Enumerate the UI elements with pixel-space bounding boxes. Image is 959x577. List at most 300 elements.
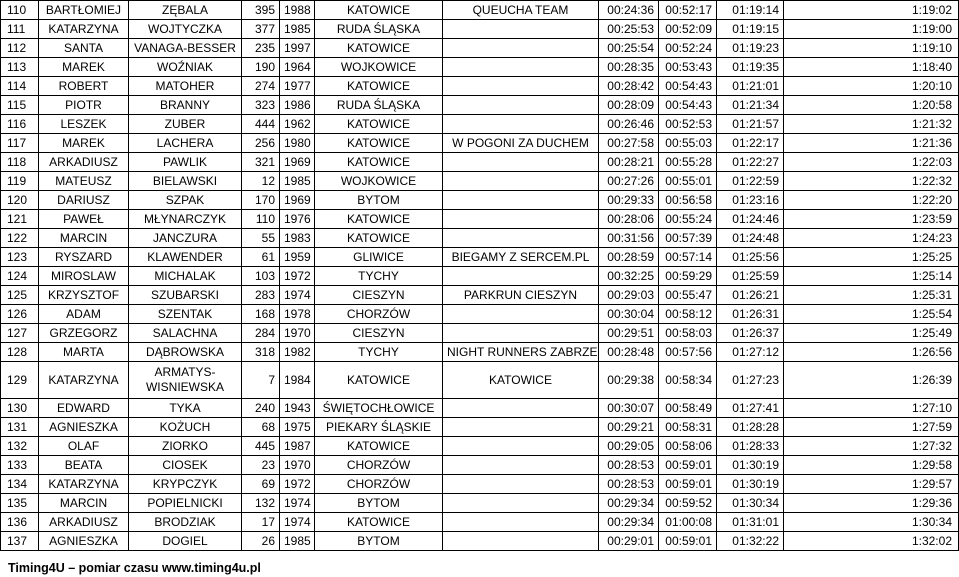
- cell-net-time: 1:19:10: [784, 39, 959, 58]
- cell-last-name: SZUBARSKI: [129, 286, 242, 305]
- cell-bib: 12: [242, 172, 280, 191]
- cell-first-name: KRZYSZTOF: [39, 286, 129, 305]
- table-row: [1, 210, 959, 229]
- cell-last-name: SZENTAK: [129, 305, 242, 324]
- cell-bib: 23: [242, 456, 280, 475]
- cell-last-name: LACHERA: [129, 134, 242, 153]
- cell-club: [443, 324, 599, 343]
- cell-last-name: SZPAK: [129, 191, 242, 210]
- cell-first-name: PAWEŁ: [39, 210, 129, 229]
- cell-year: 1972: [280, 267, 315, 286]
- cell-bib: 69: [242, 475, 280, 494]
- cell-club: [443, 267, 599, 286]
- cell-last-name: TYKA: [129, 399, 242, 418]
- cell-place: 113: [1, 58, 39, 77]
- cell-split1: 00:32:25: [599, 267, 659, 286]
- cell-club: [443, 229, 599, 248]
- footer-separator: –: [68, 561, 76, 575]
- cell-split3: 01:31:01: [717, 513, 784, 532]
- cell-year: 1974: [280, 513, 315, 532]
- cell-split3: 01:21:57: [717, 115, 784, 134]
- table-row: [1, 58, 959, 77]
- cell-bib: 274: [242, 77, 280, 96]
- cell-bib: 170: [242, 191, 280, 210]
- cell-club: [443, 191, 599, 210]
- cell-first-name: MARTA: [39, 343, 129, 362]
- table-row: [1, 362, 959, 399]
- cell-city: BYTOM: [315, 191, 443, 210]
- cell-split3: 01:22:27: [717, 153, 784, 172]
- cell-place: 117: [1, 134, 39, 153]
- cell-city: BYTOM: [315, 494, 443, 513]
- cell-city: TYCHY: [315, 267, 443, 286]
- cell-split3: 01:27:12: [717, 343, 784, 362]
- cell-last-name: ARMATYS-WISNIEWSKA: [129, 362, 242, 399]
- cell-place: 114: [1, 77, 39, 96]
- cell-net-time: 1:25:49: [784, 324, 959, 343]
- cell-split2: 00:52:17: [659, 1, 717, 20]
- table-row: [1, 229, 959, 248]
- cell-split2: 00:55:24: [659, 210, 717, 229]
- cell-split1: 00:28:59: [599, 248, 659, 267]
- table-row: [1, 399, 959, 418]
- cell-split1: 00:29:21: [599, 418, 659, 437]
- cell-split3: 01:21:01: [717, 77, 784, 96]
- table-row: [1, 20, 959, 39]
- footer: [8, 560, 261, 576]
- cell-bib: 61: [242, 248, 280, 267]
- cell-net-time: 1:22:03: [784, 153, 959, 172]
- cell-club: [443, 437, 599, 456]
- cell-club: [443, 210, 599, 229]
- cell-last-name: WOŹNIAK: [129, 58, 242, 77]
- cell-split3: 01:19:15: [717, 20, 784, 39]
- cell-split3: 01:23:16: [717, 191, 784, 210]
- cell-last-name: ZUBER: [129, 115, 242, 134]
- cell-bib: 235: [242, 39, 280, 58]
- cell-club: [443, 494, 599, 513]
- cell-split1: 00:29:03: [599, 286, 659, 305]
- cell-place: 115: [1, 96, 39, 115]
- cell-split3: 01:24:46: [717, 210, 784, 229]
- cell-bib: 283: [242, 286, 280, 305]
- cell-first-name: MARCIN: [39, 494, 129, 513]
- cell-last-name: POPIELNICKI: [129, 494, 242, 513]
- cell-bib: 445: [242, 437, 280, 456]
- cell-bib: 240: [242, 399, 280, 418]
- cell-year: 1983: [280, 229, 315, 248]
- cell-split2: 00:58:03: [659, 324, 717, 343]
- table-row: [1, 172, 959, 191]
- cell-city: KATOWICE: [315, 210, 443, 229]
- cell-split2: 00:59:01: [659, 475, 717, 494]
- cell-bib: 168: [242, 305, 280, 324]
- cell-split2: 00:52:24: [659, 39, 717, 58]
- cell-last-name: KLAWENDER: [129, 248, 242, 267]
- cell-place: 125: [1, 286, 39, 305]
- cell-net-time: 1:27:10: [784, 399, 959, 418]
- cell-net-time: 1:21:36: [784, 134, 959, 153]
- cell-first-name: MATEUSZ: [39, 172, 129, 191]
- table-row: [1, 115, 959, 134]
- cell-split1: 00:28:06: [599, 210, 659, 229]
- cell-first-name: SANTA: [39, 39, 129, 58]
- cell-net-time: 1:27:59: [784, 418, 959, 437]
- cell-net-time: 1:30:34: [784, 513, 959, 532]
- cell-club: BIEGAMY Z SERCEM.PL: [443, 248, 599, 267]
- cell-place: 129: [1, 362, 39, 399]
- cell-bib: 377: [242, 20, 280, 39]
- cell-club: W POGONI ZA DUCHEM: [443, 134, 599, 153]
- cell-first-name: RYSZARD: [39, 248, 129, 267]
- cell-split3: 01:27:41: [717, 399, 784, 418]
- cell-split3: 01:30:19: [717, 456, 784, 475]
- cell-first-name: MAREK: [39, 134, 129, 153]
- cell-place: 131: [1, 418, 39, 437]
- cell-year: 1972: [280, 475, 315, 494]
- cell-year: 1986: [280, 96, 315, 115]
- cell-city: KATOWICE: [315, 153, 443, 172]
- cell-place: 121: [1, 210, 39, 229]
- cell-split1: 00:28:35: [599, 58, 659, 77]
- cell-split3: 01:30:19: [717, 475, 784, 494]
- cell-city: ŚWIĘTOCHŁOWICE: [315, 399, 443, 418]
- cell-city: WOJKOWICE: [315, 172, 443, 191]
- cell-net-time: 1:25:14: [784, 267, 959, 286]
- cell-club: [443, 96, 599, 115]
- cell-net-time: 1:22:20: [784, 191, 959, 210]
- cell-club: [443, 20, 599, 39]
- cell-year: 1959: [280, 248, 315, 267]
- cell-first-name: ARKADIUSZ: [39, 153, 129, 172]
- cell-first-name: KATARZYNA: [39, 20, 129, 39]
- cell-year: 1975: [280, 418, 315, 437]
- cell-bib: 284: [242, 324, 280, 343]
- cell-first-name: OLAF: [39, 437, 129, 456]
- cell-last-name: DOGIEL: [129, 532, 242, 551]
- cell-split3: 01:19:23: [717, 39, 784, 58]
- cell-city: BYTOM: [315, 532, 443, 551]
- cell-bib: 318: [242, 343, 280, 362]
- footer-service: pomiar czasu: [78, 561, 159, 575]
- table-row: [1, 532, 959, 551]
- cell-split3: 01:28:28: [717, 418, 784, 437]
- cell-city: CHORZÓW: [315, 456, 443, 475]
- cell-net-time: 1:19:00: [784, 20, 959, 39]
- cell-city: PIEKARY ŚLĄSKIE: [315, 418, 443, 437]
- cell-first-name: ROBERT: [39, 77, 129, 96]
- cell-place: 110: [1, 1, 39, 20]
- cell-year: 1978: [280, 305, 315, 324]
- cell-place: 134: [1, 475, 39, 494]
- cell-city: RUDA ŚLĄSKA: [315, 20, 443, 39]
- cell-split1: 00:27:26: [599, 172, 659, 191]
- cell-club: [443, 475, 599, 494]
- cell-split2: 00:58:49: [659, 399, 717, 418]
- cell-bib: 68: [242, 418, 280, 437]
- cell-year: 1943: [280, 399, 315, 418]
- cell-split3: 01:30:34: [717, 494, 784, 513]
- cell-place: 137: [1, 532, 39, 551]
- cell-split3: 01:22:17: [717, 134, 784, 153]
- cell-city: KATOWICE: [315, 1, 443, 20]
- table-row: [1, 475, 959, 494]
- table-row: [1, 77, 959, 96]
- cell-split3: 01:19:35: [717, 58, 784, 77]
- cell-last-name: KOŻUCH: [129, 418, 242, 437]
- cell-place: 112: [1, 39, 39, 58]
- cell-club: NIGHT RUNNERS ZABRZE: [443, 343, 599, 362]
- cell-split1: 00:28:42: [599, 77, 659, 96]
- cell-place: 132: [1, 437, 39, 456]
- table-row: [1, 134, 959, 153]
- cell-place: 124: [1, 267, 39, 286]
- cell-split2: 01:00:08: [659, 513, 717, 532]
- cell-split1: 00:31:56: [599, 229, 659, 248]
- cell-split1: 00:29:38: [599, 362, 659, 399]
- cell-split2: 00:58:34: [659, 362, 717, 399]
- cell-club: [443, 172, 599, 191]
- cell-net-time: 1:25:25: [784, 248, 959, 267]
- cell-club: KATOWICE: [443, 362, 599, 399]
- cell-bib: 190: [242, 58, 280, 77]
- cell-last-name: MŁYNARCZYK: [129, 210, 242, 229]
- cell-split2: 00:54:43: [659, 77, 717, 96]
- cell-split3: 01:24:48: [717, 229, 784, 248]
- cell-split2: 00:59:01: [659, 456, 717, 475]
- cell-split1: 00:29:33: [599, 191, 659, 210]
- cell-net-time: 1:26:56: [784, 343, 959, 362]
- cell-city: KATOWICE: [315, 362, 443, 399]
- cell-year: 1969: [280, 191, 315, 210]
- table-row: [1, 191, 959, 210]
- cell-first-name: PIOTR: [39, 96, 129, 115]
- cell-first-name: ADAM: [39, 305, 129, 324]
- table-row: [1, 343, 959, 362]
- cell-place: 127: [1, 324, 39, 343]
- cell-bib: 26: [242, 532, 280, 551]
- cell-first-name: AGNIESZKA: [39, 532, 129, 551]
- cell-place: 118: [1, 153, 39, 172]
- cell-last-name: BIELAWSKI: [129, 172, 242, 191]
- cell-net-time: 1:22:32: [784, 172, 959, 191]
- cell-club: PARKRUN CIESZYN: [443, 286, 599, 305]
- cell-first-name: LESZEK: [39, 115, 129, 134]
- cell-last-name: BRODZIAK: [129, 513, 242, 532]
- cell-year: 1988: [280, 1, 315, 20]
- cell-last-name: KRYPCZYK: [129, 475, 242, 494]
- cell-net-time: 1:25:31: [784, 286, 959, 305]
- cell-city: KATOWICE: [315, 39, 443, 58]
- cell-year: 1977: [280, 77, 315, 96]
- cell-split1: 00:28:53: [599, 456, 659, 475]
- cell-split1: 00:27:58: [599, 134, 659, 153]
- cell-split2: 00:57:14: [659, 248, 717, 267]
- cell-place: 111: [1, 20, 39, 39]
- cell-bib: 17: [242, 513, 280, 532]
- cell-place: 119: [1, 172, 39, 191]
- cell-first-name: GRZEGORZ: [39, 324, 129, 343]
- cell-split3: 01:28:33: [717, 437, 784, 456]
- cell-split3: 01:26:31: [717, 305, 784, 324]
- cell-place: 135: [1, 494, 39, 513]
- cell-net-time: 1:29:57: [784, 475, 959, 494]
- cell-city: CHORZÓW: [315, 475, 443, 494]
- cell-bib: 444: [242, 115, 280, 134]
- cell-split1: 00:29:51: [599, 324, 659, 343]
- cell-net-time: 1:23:59: [784, 210, 959, 229]
- cell-split2: 00:58:31: [659, 418, 717, 437]
- cell-bib: 321: [242, 153, 280, 172]
- cell-bib: 395: [242, 1, 280, 20]
- cell-place: 123: [1, 248, 39, 267]
- cell-split2: 00:57:56: [659, 343, 717, 362]
- cell-club: [443, 418, 599, 437]
- cell-bib: 55: [242, 229, 280, 248]
- cell-split3: 01:25:59: [717, 267, 784, 286]
- cell-split2: 00:58:06: [659, 437, 717, 456]
- cell-net-time: 1:27:32: [784, 437, 959, 456]
- cell-city: TYCHY: [315, 343, 443, 362]
- cell-first-name: EDWARD: [39, 399, 129, 418]
- cell-year: 1964: [280, 58, 315, 77]
- cell-city: CIESZYN: [315, 324, 443, 343]
- table-row: [1, 1, 959, 20]
- cell-last-name: DĄBROWSKA: [129, 343, 242, 362]
- cell-club: [443, 399, 599, 418]
- table-row: [1, 248, 959, 267]
- cell-year: 1962: [280, 115, 315, 134]
- table-row: [1, 513, 959, 532]
- table-row: [1, 305, 959, 324]
- cell-club: [443, 513, 599, 532]
- cell-net-time: 1:32:02: [784, 532, 959, 551]
- cell-first-name: KATARZYNA: [39, 475, 129, 494]
- cell-first-name: ARKADIUSZ: [39, 513, 129, 532]
- cell-city: GLIWICE: [315, 248, 443, 267]
- cell-club: [443, 305, 599, 324]
- cell-place: 128: [1, 343, 39, 362]
- cell-net-time: 1:24:23: [784, 229, 959, 248]
- cell-city: CHORZÓW: [315, 305, 443, 324]
- cell-split1: 00:25:54: [599, 39, 659, 58]
- cell-split1: 00:29:34: [599, 513, 659, 532]
- cell-split1: 00:29:01: [599, 532, 659, 551]
- table-row: [1, 267, 959, 286]
- cell-bib: 103: [242, 267, 280, 286]
- cell-year: 1985: [280, 20, 315, 39]
- cell-net-time: 1:20:58: [784, 96, 959, 115]
- cell-year: 1969: [280, 153, 315, 172]
- footer-website-link[interactable]: www.timing4u.pl: [162, 561, 261, 575]
- cell-last-name: JANCZURA: [129, 229, 242, 248]
- cell-year: 1982: [280, 343, 315, 362]
- cell-split2: 00:55:03: [659, 134, 717, 153]
- cell-net-time: 1:29:58: [784, 456, 959, 475]
- cell-split1: 00:30:04: [599, 305, 659, 324]
- cell-first-name: MARCIN: [39, 229, 129, 248]
- cell-net-time: 1:20:10: [784, 77, 959, 96]
- cell-split2: 00:53:43: [659, 58, 717, 77]
- cell-year: 1970: [280, 456, 315, 475]
- cell-split3: 01:32:22: [717, 532, 784, 551]
- cell-last-name: ZĘBALA: [129, 1, 242, 20]
- table-row: [1, 286, 959, 305]
- cell-net-time: 1:25:54: [784, 305, 959, 324]
- table-row: [1, 324, 959, 343]
- cell-city: WOJKOWICE: [315, 58, 443, 77]
- cell-club: [443, 77, 599, 96]
- cell-net-time: 1:29:36: [784, 494, 959, 513]
- cell-first-name: MAREK: [39, 58, 129, 77]
- cell-year: 1997: [280, 39, 315, 58]
- cell-split1: 00:28:53: [599, 475, 659, 494]
- cell-split3: 01:22:59: [717, 172, 784, 191]
- cell-net-time: 1:18:40: [784, 58, 959, 77]
- cell-club: [443, 153, 599, 172]
- cell-place: 120: [1, 191, 39, 210]
- table-row: [1, 153, 959, 172]
- cell-club: QUEUCHA TEAM: [443, 1, 599, 20]
- cell-split1: 00:29:34: [599, 494, 659, 513]
- cell-city: KATOWICE: [315, 115, 443, 134]
- cell-bib: 256: [242, 134, 280, 153]
- cell-split1: 00:24:36: [599, 1, 659, 20]
- cell-place: 116: [1, 115, 39, 134]
- cell-last-name: VANAGA-BESSER: [129, 39, 242, 58]
- cell-split2: 00:52:09: [659, 20, 717, 39]
- table-row: [1, 494, 959, 513]
- cell-split1: 00:29:05: [599, 437, 659, 456]
- cell-net-time: 1:19:02: [784, 1, 959, 20]
- cell-split2: 00:58:12: [659, 305, 717, 324]
- cell-bib: 7: [242, 362, 280, 399]
- cell-year: 1974: [280, 494, 315, 513]
- table-row: [1, 456, 959, 475]
- cell-last-name: PAWLIK: [129, 153, 242, 172]
- cell-last-name: MATOHER: [129, 77, 242, 96]
- cell-split1: 00:25:53: [599, 20, 659, 39]
- cell-place: 136: [1, 513, 39, 532]
- cell-last-name: SALACHNA: [129, 324, 242, 343]
- cell-place: 122: [1, 229, 39, 248]
- cell-split1: 00:28:09: [599, 96, 659, 115]
- cell-year: 1985: [280, 172, 315, 191]
- cell-bib: 323: [242, 96, 280, 115]
- cell-split1: 00:28:48: [599, 343, 659, 362]
- cell-split2: 00:52:53: [659, 115, 717, 134]
- cell-year: 1985: [280, 532, 315, 551]
- cell-bib: 110: [242, 210, 280, 229]
- cell-split2: 00:59:01: [659, 532, 717, 551]
- cell-club: [443, 532, 599, 551]
- cell-club: [443, 58, 599, 77]
- cell-first-name: BEATA: [39, 456, 129, 475]
- cell-split3: 01:19:14: [717, 1, 784, 20]
- cell-bib: 132: [242, 494, 280, 513]
- cell-split3: 01:26:37: [717, 324, 784, 343]
- cell-last-name: MICHALAK: [129, 267, 242, 286]
- table-row: [1, 418, 959, 437]
- cell-last-name: CIOSEK: [129, 456, 242, 475]
- cell-split3: 01:25:56: [717, 248, 784, 267]
- cell-year: 1984: [280, 362, 315, 399]
- cell-split3: 01:21:34: [717, 96, 784, 115]
- cell-split2: 00:59:29: [659, 267, 717, 286]
- table-row: [1, 437, 959, 456]
- cell-split3: 01:26:21: [717, 286, 784, 305]
- cell-club: [443, 115, 599, 134]
